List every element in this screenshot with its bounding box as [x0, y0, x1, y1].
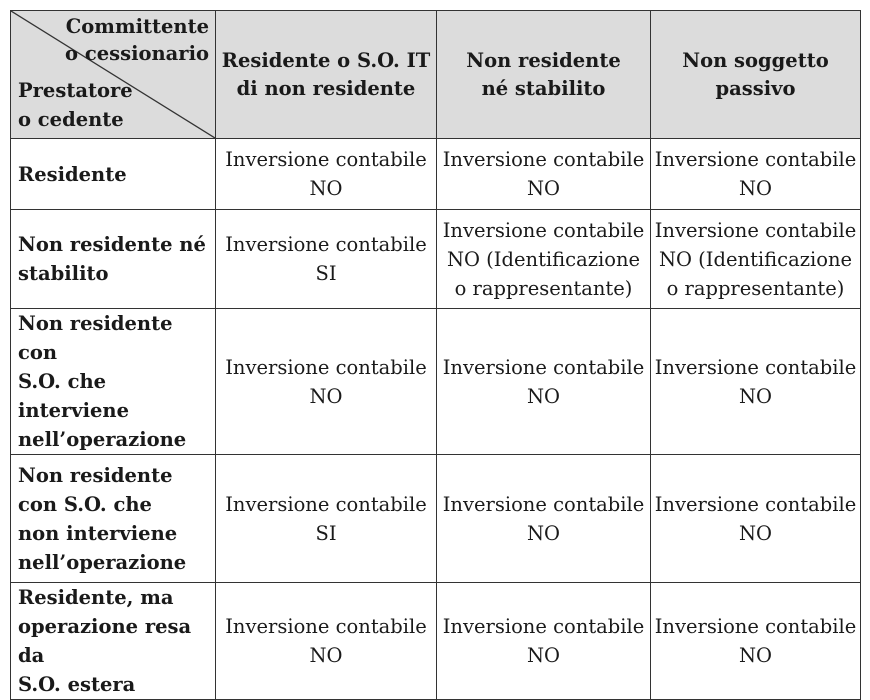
table-row [11, 583, 861, 700]
corner-bottom-line-1: Prestatore [18, 79, 133, 102]
table-row [11, 455, 861, 583]
reverse-charge-table [10, 10, 861, 700]
cell-line: NO [526, 177, 561, 200]
cell-line: Inversione contabile [654, 492, 857, 516]
cell-line: Inversione contabile [442, 615, 645, 638]
corner-header-cell [11, 11, 216, 139]
cell-line: Inversione contabile [654, 148, 857, 171]
table-cell [437, 309, 651, 455]
cell-line: NO [738, 644, 773, 667]
cell-line: NO [526, 521, 561, 545]
row-header [11, 139, 216, 210]
cell-line: NO (Identificazione [658, 247, 853, 271]
table-cell [651, 210, 861, 309]
cell-line: NO [309, 177, 343, 200]
corner-bottom-label [18, 76, 133, 134]
row-header-line: nell’operazione [18, 428, 187, 451]
cell-line: o rappresentante) [666, 276, 845, 300]
row-header-line: Non residente [18, 463, 173, 487]
cell-line: NO [526, 384, 561, 408]
row-header-line: Non residente con [18, 312, 173, 364]
table-cell [437, 455, 651, 583]
table-row [11, 210, 861, 309]
row-header-line: Residente [18, 162, 127, 186]
column-header-line-2: né stabilito [481, 76, 606, 100]
cell-line: SI [315, 521, 337, 545]
row-header [11, 455, 216, 583]
table-cell [437, 139, 651, 210]
corner-top-line-2: o cessionario [65, 42, 209, 65]
table-cell [216, 309, 437, 455]
cell-line: Inversione contabile [442, 148, 645, 171]
header-row [11, 11, 861, 139]
cell-line: NO [526, 644, 561, 667]
cell-line: NO [309, 644, 343, 667]
cell-line: Inversione contabile [225, 148, 427, 171]
cell-line: o rappresentante) [454, 276, 633, 300]
corner-top-line-1: Committente [65, 15, 209, 38]
column-header-not-taxable [651, 11, 861, 139]
cell-line: Inversione contabile [442, 218, 645, 242]
cell-line: Inversione contabile [654, 615, 857, 638]
cell-line: Inversione contabile [225, 355, 427, 379]
column-header-resident-or-it-so [216, 11, 437, 139]
table-row [11, 309, 861, 455]
column-header-line-1: Residente o S.O. IT [221, 48, 431, 72]
table-cell [216, 139, 437, 210]
column-header-line-2: di non residente [236, 76, 416, 100]
row-header-line: stabilito [18, 262, 109, 285]
corner-top-label [65, 13, 209, 67]
table-cell [651, 455, 861, 583]
row-header-line: Residente, ma [18, 586, 174, 609]
row-header-line: Non residente né [18, 233, 206, 256]
column-header-line-1: Non soggetto [682, 48, 829, 72]
cell-line: Inversione contabile [225, 615, 427, 638]
row-header-line: S.O. che interviene [18, 370, 130, 422]
table-cell [216, 455, 437, 583]
table-cell [651, 139, 861, 210]
cell-line: Inversione contabile [442, 492, 645, 516]
corner-bottom-line-2: o cedente [18, 108, 124, 131]
column-header-line-2: passivo [715, 76, 796, 100]
table-cell [437, 583, 651, 700]
cell-line: NO (Identificazione [446, 247, 641, 271]
table-cell [437, 210, 651, 309]
table-cell [216, 210, 437, 309]
row-header-line: nell’operazione [18, 550, 187, 574]
row-header-line: non interviene [18, 521, 178, 545]
column-header-non-resident [437, 11, 651, 139]
cell-line: Inversione contabile [654, 355, 857, 379]
column-header-line-1: Non residente [466, 48, 621, 72]
cell-line: Inversione contabile [442, 355, 645, 379]
table-row [11, 139, 861, 210]
cell-line: NO [738, 521, 773, 545]
table-cell [216, 583, 437, 700]
cell-line: NO [309, 384, 343, 408]
cell-line: Inversione contabile [654, 218, 857, 242]
table-cell [651, 583, 861, 700]
cell-line: NO [738, 384, 773, 408]
row-header-line: operazione resa da [18, 615, 192, 667]
row-header [11, 309, 216, 455]
row-header-line: S.O. estera [18, 673, 136, 696]
cell-line: Inversione contabile [225, 492, 427, 516]
cell-line: SI [315, 262, 337, 285]
cell-line: NO [738, 177, 773, 200]
row-header-line: con S.O. che [18, 492, 152, 516]
row-header [11, 210, 216, 309]
row-header [11, 583, 216, 700]
table-cell [651, 309, 861, 455]
cell-line: Inversione contabile [225, 233, 427, 256]
